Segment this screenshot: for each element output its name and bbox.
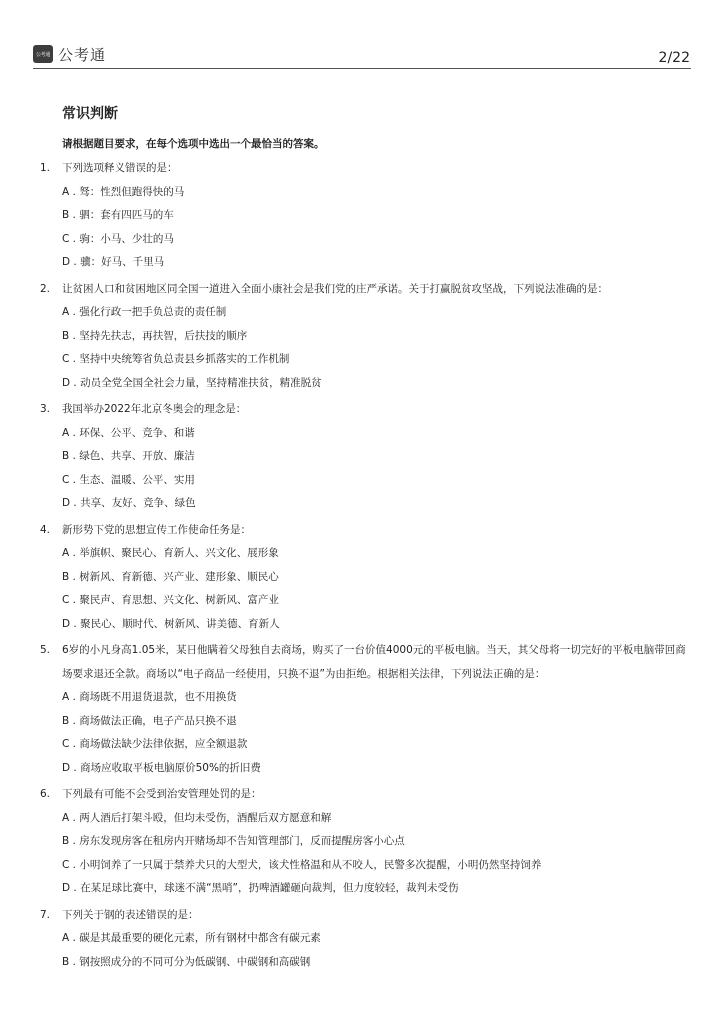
- page-number: 2/22: [658, 50, 690, 66]
- answer-option: B . 树新风、育新德、兴产业、建形象、顺民心: [62, 570, 279, 583]
- question-number: 1.: [40, 162, 51, 174]
- question-number: 2.: [40, 282, 51, 295]
- answer-option: D . 聚民心、顺时代、树新风、讲美德、育新人: [62, 617, 280, 630]
- question-stem: [40, 639, 690, 686]
- question-number: 6.: [40, 788, 51, 800]
- answer-option: C . 生态、温暖、公平、实用: [62, 473, 195, 486]
- section-instructions: 请根据题目要求，在每个选项中选出一个最恰当的答案。: [62, 138, 325, 150]
- question: [40, 157, 690, 275]
- answer-option: D . 共享、友好、竞争、绿色: [62, 497, 196, 509]
- answer-option: B . 钢按照成分的不同可分为低碳钢、中碳钢和高碳钢: [62, 955, 311, 968]
- question-stem: [40, 783, 690, 807]
- logo: [33, 44, 106, 64]
- answer-option: A . 举旗帜、聚民心、育新人、兴文化、展形象: [62, 547, 279, 559]
- answer-option: C . 聚民声、育思想、兴文化、树新风、富产业: [62, 594, 279, 606]
- question-stem: [40, 519, 690, 543]
- answer-option: A . 两人酒后打架斗殴，但均未受伤，酒醒后双方愿意和解: [62, 811, 332, 824]
- question: [40, 278, 690, 396]
- answer-option: B . 商场做法正确，电子产品只换不退: [62, 714, 237, 727]
- answer-option: D . 在某足球比赛中，球迷不满“黑哨”，扔啤酒罐砸向裁判，但力度较轻，裁判未受伤: [62, 882, 459, 894]
- logo-icon: 公考通: [33, 45, 53, 63]
- answer-option: A . 强化行政一把手负总责的责任制: [62, 306, 227, 318]
- question: [40, 639, 690, 780]
- question-text: 下列关于钢的表述错误的是：: [62, 908, 199, 921]
- question: [40, 519, 690, 637]
- answer-option: A . 碳是其最重要的硬化元素，所有钢材中都含有碳元素: [62, 932, 321, 944]
- answer-option: A . 商场既不用退货退款，也不用换货: [62, 691, 237, 703]
- section-title: 常识判断: [62, 106, 118, 122]
- question-stem: [40, 904, 690, 928]
- answer-option: B . 驷：套有四匹马的车: [62, 209, 174, 221]
- question: [40, 904, 690, 975]
- question-text: 我国举办2022年北京冬奥会的理念是：: [62, 403, 247, 415]
- question-text: 新形势下党的思想宣传工作使命任务是：: [62, 523, 251, 536]
- question-text: 6岁的小凡身高1.05米，某日他瞒着父母独自去商场，购买了一台价值4000元的平板电脑。当天，其父母将一切完好的平板电脑带回商场要求退还全款。商场以“电子商品一经使用，只换不退”为由拒绝。根据相关法律，下列说法正确的是：: [62, 644, 686, 680]
- answer-option: C . 小明饲养了一只属于禁养犬只的大型犬，该犬性格温和从不咬人，民警多次提醒，小明仍然坚持饲养: [62, 858, 542, 871]
- header-divider: [33, 68, 691, 69]
- answer-option: C . 驹：小马、少壮的马: [62, 232, 174, 245]
- question-stem: [40, 157, 690, 181]
- question-number: 4.: [40, 523, 51, 536]
- answer-option: B . 绿色、共享、开放、廉洁: [62, 450, 195, 462]
- answer-option: D . 商场应收取平板电脑原价50%的折旧费: [62, 761, 261, 774]
- logo-text: 公考通: [58, 45, 107, 64]
- answer-option: C . 坚持中央统筹省负总责县乡抓落实的工作机制: [62, 353, 290, 365]
- answer-option: B . 房东发现房客在租房内开赌场却不告知管理部门，反而提醒房客小心点: [62, 835, 405, 847]
- question-number: 7.: [40, 908, 51, 921]
- answer-option: C . 商场做法缺少法律依据，应全额退款: [62, 738, 248, 750]
- answer-option: D . 骥：好马、千里马: [62, 256, 165, 268]
- document-body: [40, 103, 690, 974]
- answer-option: D . 动员全党全国全社会力量，坚持精准扶贫，精准脱贫: [62, 376, 322, 389]
- page-header: [0, 0, 724, 70]
- question-text: 下列选项释义错误的是：: [62, 162, 178, 174]
- question-text: 下列最有可能不会受到治安管理处罚的是：: [62, 788, 262, 800]
- question-list: [40, 157, 690, 974]
- question-stem: [40, 278, 690, 302]
- question-stem: [40, 398, 690, 422]
- answer-option: A . 环保、公平、竞争、和谐: [62, 426, 195, 439]
- answer-option: A . 驽：性烈但跑得快的马: [62, 185, 185, 198]
- question-text: 让贫困人口和贫困地区同全国一道进入全面小康社会是我们党的庄严承诺。关于打赢脱贫攻坚战，下列说法准确的是：: [62, 282, 608, 295]
- answer-option: B . 坚持先扶志，再扶智，后扶技的顺序: [62, 329, 248, 342]
- question: [40, 398, 690, 516]
- question-number: 5.: [40, 644, 51, 656]
- question-number: 3.: [40, 403, 51, 415]
- question: [40, 783, 690, 901]
